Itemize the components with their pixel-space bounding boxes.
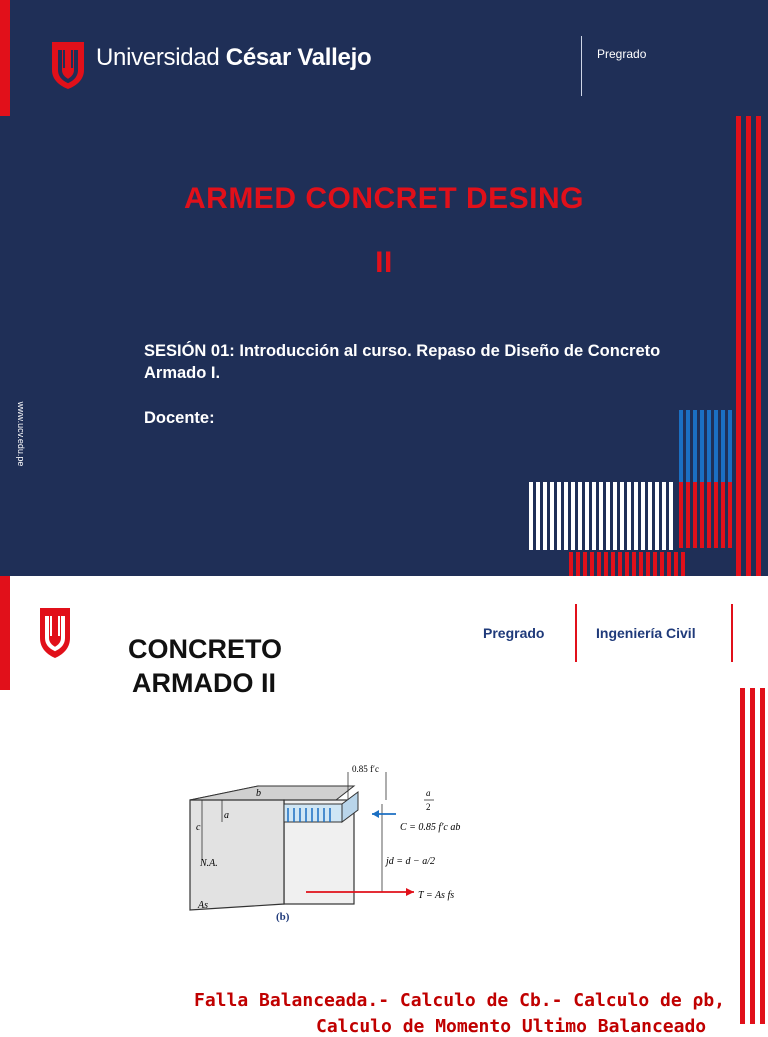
label-a-over-2-num: a <box>426 788 431 798</box>
title-line1: CONCRETO <box>128 634 283 664</box>
label-neutral-axis: N.A. <box>200 858 218 869</box>
label-c: c <box>196 822 201 833</box>
slide-title <box>128 632 282 700</box>
website-text: www.ucv.edu.pe <box>16 401 26 467</box>
nav-pregrado[interactable]: Pregrado <box>597 47 647 61</box>
slide-title-line2: II <box>375 246 393 279</box>
nav-ingenieria-civil[interactable]: Ingeniería Civil <box>596 625 696 641</box>
decorative-stripes-right <box>520 110 768 576</box>
slide-title-line1: ARMED CONCRET DESING <box>183 182 584 215</box>
footer-text-line2: Calculo de Momento Ultimo Balanceado <box>316 1016 707 1037</box>
content-slide <box>0 576 768 1037</box>
red-accent-bar <box>0 576 10 690</box>
beam-stress-diagram <box>176 760 506 926</box>
ucv-logo-icon <box>38 606 72 660</box>
red-accent-bar <box>0 0 10 116</box>
session-description: SESIÓN 01: Introducción al curso. Repaso de Diseño de Concreto Armado I. <box>144 342 661 382</box>
label-085fc: 0.85 f′c <box>352 764 379 774</box>
figure-caption: (b) <box>276 911 290 923</box>
label-a-over-2-den: 2 <box>426 802 431 812</box>
footer-text-line1: Falla Balanceada.- Calculo de Cb.- Calculo de ρb, <box>194 990 726 1011</box>
label-a: a <box>224 810 229 821</box>
label-as: As <box>198 900 208 911</box>
label-tension: T = As fs <box>418 890 455 901</box>
website-label <box>6 388 36 480</box>
label-b: b <box>256 788 261 799</box>
nav-divider <box>731 604 733 662</box>
decorative-stripes-right <box>735 688 768 1024</box>
brand-bold: César Vallejo <box>225 44 372 71</box>
nav-pregrado[interactable]: Pregrado <box>483 625 545 641</box>
nav-divider <box>575 604 577 662</box>
label-compression: C = 0.85 f′c ab <box>400 822 461 833</box>
docente-label: Docente: <box>144 409 215 427</box>
header-divider <box>581 36 582 96</box>
title-line2: ARMADO II <box>132 668 276 698</box>
ucv-logo-icon <box>50 40 86 90</box>
label-jd: jd = d − a/2 <box>386 856 436 867</box>
brand-regular: Universidad <box>96 44 226 71</box>
university-name <box>96 44 371 72</box>
